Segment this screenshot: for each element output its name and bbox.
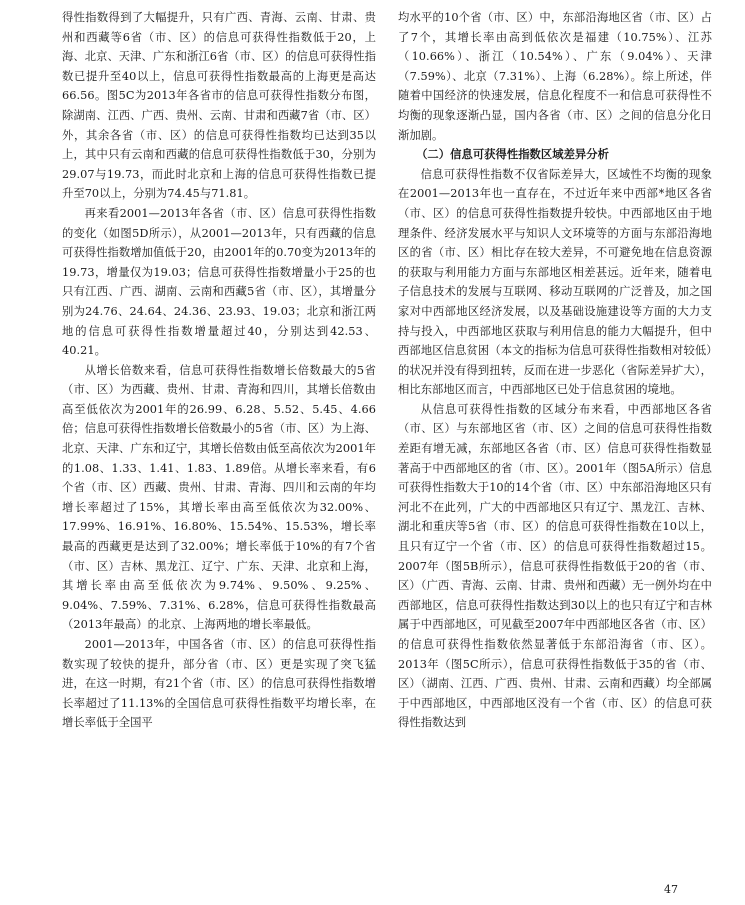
body-paragraph: 2001—2013年，中国各省（市、区）的信息可获得性指数实现了较快的提升，部分省（市、区）更是实现了突飞猛进，在这一时期，有21个省（市、区）的信息可获得性指数增长率超过了11.13%的全国信息可获得性指数平均增长率，在增长率低于全国平 — [62, 638, 376, 730]
left-column — [62, 8, 376, 733]
body-paragraph: 从信息可获得性指数的区域分布来看，中西部地区各省（市、区）与东部地区省（市、区）之间的信息可获得性指数差距有增无减，东部地区各省（市、区）信息可获得性指数显著高于中西部地区的省（市、区）。2001年（图5A所示）信息可获得性指数大于10的14个省（市、区）中东部沿海地区只有河北不在此列，广大的中西部地区只有辽宁、黑龙江、吉林、湖北和重庆等5省（市、区）的信息可获得性指数在10以上，且只有辽宁一个省（市、区）的信息可获得性指数超过15。2007年（图5B所示），信息可获得性指数低于20的省（市、区）（广西、青海、云南、甘肃、贵州和西藏）无一例外均在中西部地区，信息可获得性指数达到30以上的也只有辽宁和吉林属于中西部地区，可见截至2007年中西部地区各省（市、区）的信息可获得性指数依然显著低于东部沿海省（市、区）。2013年（图5C所示），信息可获得性指数低于35的省（市、区）（湖南、江西、广西、贵州、甘肃、云南和西藏）均全部属于中西部地区，中西部地区没有一个省（市、区）的信息可获得性指数达到 — [398, 402, 712, 730]
body-paragraph: 均水平的10个省（市、区）中，东部沿海地区省（市、区）占了7个，其增长率由高到低依次是福建（10.75%）、江苏（10.66%）、浙江（10.54%）、广东（9.04%）、天津（7.59%）、北京（7.31%）、上海（6.28%）。综上所述，伴随着中国经济的快速发展，信息化程度不一和信息可获得性不均衡的现象逐渐凸显，国内各省（市、区）之间的信息分化日渐加剧。 — [398, 11, 712, 142]
body-paragraph: 信息可获得性指数不仅省际差异大，区域性不均衡的现象在2001—2013年也一直存在，不过近年来中西部*地区各省（市、区）的信息可获得性指数提升较快。中西部地区由于地理条件、经济发展水平与知识人文环境等的方面与东部沿海地区的省（市、区）相比存在较大差异，不可避免地在信息资源的获取与利用能力方面与东部地区相差甚远。近年来，随着电子信息技术的发展与互联网、移动互联网的广泛普及，加之国家对中西部地区经济发展，以及基础设施建设等方面的大力支持与投入，中西部地区获取与利用信息的能力大幅提升，但中西部地区信息贫困（本文的指标为信息可获得性指数相对较低）的状况并没有得到扭转，反而在进一步恶化（省际差异扩大），相比东部地区而言，中西部地区已处于信息贫困的境地。 — [398, 167, 712, 397]
page-number: 47 — [664, 883, 678, 896]
section-heading: （二）信息可获得性指数区域差异分析 — [416, 148, 609, 162]
body-paragraph: 再来看2001—2013年各省（市、区）信息可获得性指数的变化（如图5D所示），从2001—2013年，只有西藏的信息可获得性指数增加值低于20，由2001年的0.70变为2013年的19.73，增量仅为19.03；信息可获得性指数增量小于25的也只有江西、广西、湖南、云南和西藏5省（市、区），其增量分别为24.76、24.64、24.36、23.93、19.03；北京和浙江两地的信息可获得性指数增量超过40，分别达到42.53、40.21。 — [62, 206, 376, 358]
body-paragraph: 得性指数得到了大幅提升，只有广西、青海、云南、甘肃、贵州和西藏等6省（市、区）的信息可获得性指数低于20，上海、北京、天津、广东和浙江6省（市、区）的信息可获得性指数已提升至40以上，信息可获得性指数最高的上海更是高达66.56。图5C为2013年各省市的信息可获得性指数分布图，除湖南、江西、广西、贵州、云南、甘肃和西藏7省（市、区）外，其余各省（市、区）的信息可获得性指数均已达到35以上，其中只有云南和西藏的信息可获得性指数低于30，分别为29.07与19.73，而此时北京和上海的信息可获得性指数已提升至70以上，分别为74.45与71.81。 — [62, 11, 376, 201]
body-paragraph: 从增长倍数来看，信息可获得性指数增长倍数最大的5省（市、区）为西藏、贵州、甘肃、青海和四川，其增长倍数由高至低依次为2001年的26.99、6.28、5.52、5.45、4.66倍；信息可获得性指数增长倍数最小的5省（市、区）为上海、北京、天津、广东和辽宁，其增长倍数由低至高依次为2001年的1.08、1.33、1.41、1.83、1.89倍。从增长率来看，有6个省（市、区）西藏、贵州、甘肃、青海、四川和云南的年均增长率超过了15%，其增长率由高至低依次为32.00%、17.99%、16.91%、16.80%、15.54%、15.53%，增长率最高的西藏更是达到了32.00%；增长率低于10%的有7个省（市、区）吉林、黑龙江、辽宁、广东、天津、北京和上海，其增长率由高至低依次为9.74%、9.50%、9.25%、9.04%、7.59%、7.31%、6.28%，信息可获得性指数最高（2013年最高）的北京、上海两地的增长率最低。 — [62, 363, 376, 632]
right-column — [398, 8, 712, 733]
